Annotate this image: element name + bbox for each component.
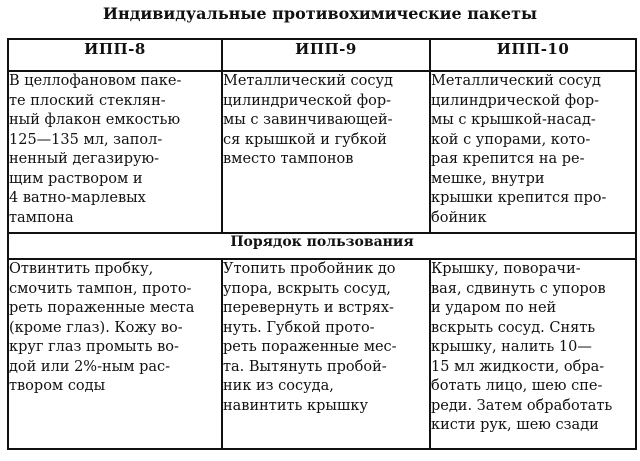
text-line: рая крепится на ре- [431,151,585,167]
text-line: твором соды [9,378,106,394]
text-line: кисти рук, шею сзади [431,417,599,433]
text-line: мы с крышкой-насад- [431,112,596,128]
header-row [8,39,636,71]
usage-ipp9 [222,259,430,449]
text-line: крышку, налить 10— [431,339,592,355]
text-line: реть пораженные места [9,300,195,316]
text-line: В целлофановом паке- [9,73,182,89]
text-line: вместо тампонов [223,151,354,167]
text-line: дой или 2%-ным рас- [9,358,171,375]
text-line: бойник [431,209,487,226]
text-line: щим раствором и [9,170,143,187]
text-line: кой с упорами, кото- [431,131,591,148]
text-line: Металлический сосуд [223,73,393,89]
description-ipp8 [8,71,222,233]
text-line: ботать лицо, шею спе- [431,378,603,394]
column-header-ipp8: ИПП-8 [8,39,222,71]
packages-table [7,38,637,450]
text-line: цилиндрической фор- [223,92,392,109]
text-line: мешке, внутри [431,170,545,187]
text-line: смочить тампон, прото- [9,280,192,297]
text-line: цилиндрической фор- [431,92,600,109]
text-line: 125—135 мл, запол- [9,131,163,148]
text-line: та. Вытянуть пробой- [223,358,387,375]
text-line: тампона [9,209,74,226]
description-ipp10 [430,71,636,233]
usage-ipp8 [8,259,222,449]
description-row [8,71,636,233]
text-line: Металлический сосуд [431,73,601,89]
text-line: и ударом по ней [431,300,557,316]
text-line: Утопить пробойник до [223,261,396,277]
text-line: 4 ватно-марлевых [9,190,146,206]
text-line: ся крышкой и губкой [223,131,387,148]
page-title: Индивидуальные противохимические пакеты [102,4,538,23]
text-line: Отвинтить пробку, [9,261,154,277]
text-line: вскрыть сосуд. Снять [431,319,596,336]
section-row [8,233,636,259]
text-line: (кроме глаз). Кожу во- [9,319,183,336]
text-line: крышки крепится про- [431,190,607,206]
text-line: мы с завинчивающей- [223,112,393,128]
text-line: реди. Затем обработать [431,397,613,414]
text-line: реть пораженные мес- [223,339,397,355]
text-line: нуть. Губкой прото- [223,319,375,336]
usage-ipp10 [430,259,636,449]
text-line: те плоский стеклян- [9,92,166,109]
text-line: ный флакон емкостью [9,112,181,128]
text-line: вая, сдвинуть с упоров [431,280,606,297]
text-line: навинтить крышку [223,397,368,414]
text-line: ник из сосуда, [223,378,334,394]
text-line: круг глаз промыть во- [9,339,179,355]
text-line: Крышку, поворачи- [431,261,581,277]
usage-section-header: Порядок пользования [8,233,636,259]
text-line: упора, вскрыть сосуд, [223,280,391,297]
column-header-ipp9: ИПП-9 [222,39,430,71]
text-line: ненный дегазирую- [9,151,160,167]
usage-row [8,259,636,449]
text-line: перевернуть и встрях- [223,300,394,316]
text-line: 15 мл жидкости, обра- [431,358,605,375]
column-header-ipp10: ИПП-10 [430,39,636,71]
description-ipp9 [222,71,430,233]
